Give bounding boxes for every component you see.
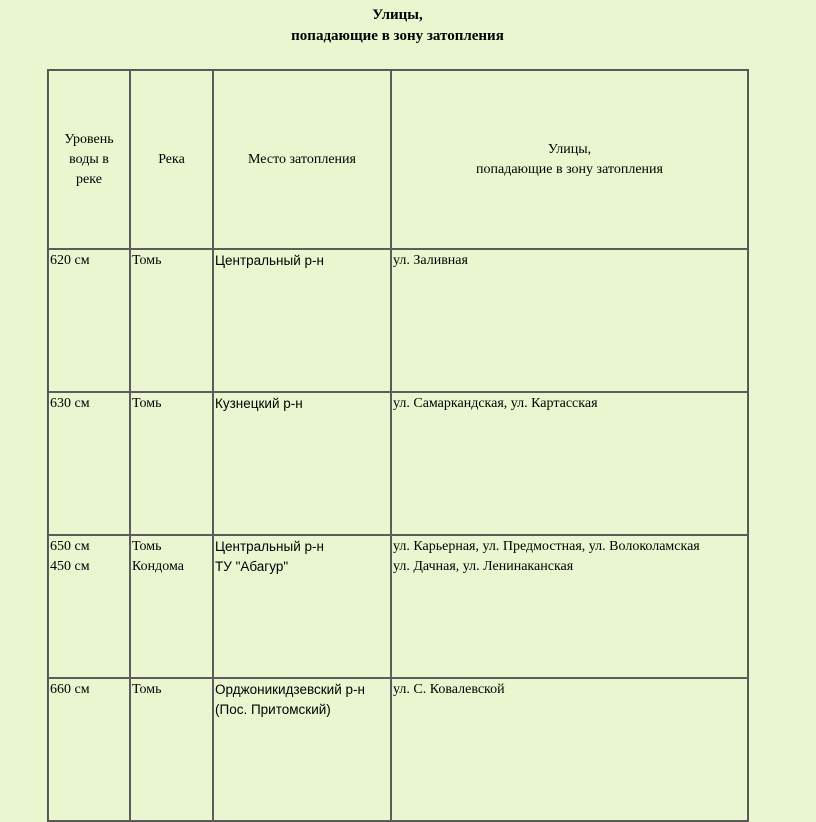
- water-level-value: 650 см: [50, 539, 90, 554]
- cell-streets: [391, 678, 748, 821]
- cell-river: [130, 392, 213, 535]
- header-streets: [391, 70, 748, 249]
- header-water-level-line-1: Уровень: [64, 131, 114, 147]
- page-title-line-2: попадающие в зону затопления: [291, 28, 504, 44]
- header-streets-line-1: Улицы,: [547, 141, 592, 157]
- cell-flood-place: [213, 249, 391, 392]
- header-water-level-line-3: реке: [76, 171, 102, 187]
- flood-place: Центральный р-н: [215, 253, 324, 268]
- cell-water-level: [48, 535, 130, 678]
- water-level-value: 660 см: [50, 682, 90, 697]
- header-flood-place: Место затопления: [213, 70, 391, 249]
- street-list: ул. Дачная, ул. Ленинаканская: [393, 559, 574, 574]
- cell-river: [130, 535, 213, 678]
- river-name: Томь: [132, 539, 162, 554]
- cell-river: [130, 249, 213, 392]
- table-header-row: [48, 70, 748, 249]
- river-name: Кондома: [132, 559, 184, 574]
- page-title-line-1: Улицы,: [372, 7, 423, 23]
- table-row: [48, 678, 748, 821]
- header-water-level-line-2: воды в: [69, 151, 109, 167]
- table-row: [48, 249, 748, 392]
- river-name: Томь: [132, 253, 162, 268]
- street-list: ул. Карьерная, ул. Предмостная, ул. Волоколамская: [393, 539, 700, 554]
- flood-place: Орджоникидзевский р-н: [215, 682, 365, 697]
- flood-streets-table: [47, 69, 749, 822]
- table-row: [48, 392, 748, 535]
- cell-river: [130, 678, 213, 821]
- flood-place: Кузнецкий р-н: [215, 396, 303, 411]
- header-river: Река: [130, 70, 213, 249]
- cell-water-level: [48, 392, 130, 535]
- street-list: ул. Самаркандская, ул. Картасская: [393, 396, 598, 411]
- cell-water-level: [48, 678, 130, 821]
- cell-streets: [391, 535, 748, 678]
- river-name: Томь: [132, 396, 162, 411]
- flood-place: ТУ "Абагур": [215, 559, 289, 574]
- cell-water-level: [48, 249, 130, 392]
- cell-streets: [391, 392, 748, 535]
- street-list: ул. С. Ковалевской: [393, 682, 505, 697]
- header-streets-line-2: попадающие в зону затопления: [476, 161, 663, 177]
- water-level-value: 630 см: [50, 396, 90, 411]
- water-level-value: 450 см: [50, 559, 90, 574]
- page-title: [0, 5, 795, 47]
- flood-place: Центральный р-н: [215, 539, 324, 554]
- table-row: [48, 535, 748, 678]
- cell-flood-place: [213, 678, 391, 821]
- flood-place: (Пос. Притомский): [215, 702, 331, 717]
- street-list: ул. Заливная: [393, 253, 468, 268]
- cell-streets: [391, 249, 748, 392]
- cell-flood-place: [213, 535, 391, 678]
- water-level-value: 620 см: [50, 253, 90, 268]
- header-water-level: [48, 70, 130, 249]
- river-name: Томь: [132, 682, 162, 697]
- cell-flood-place: [213, 392, 391, 535]
